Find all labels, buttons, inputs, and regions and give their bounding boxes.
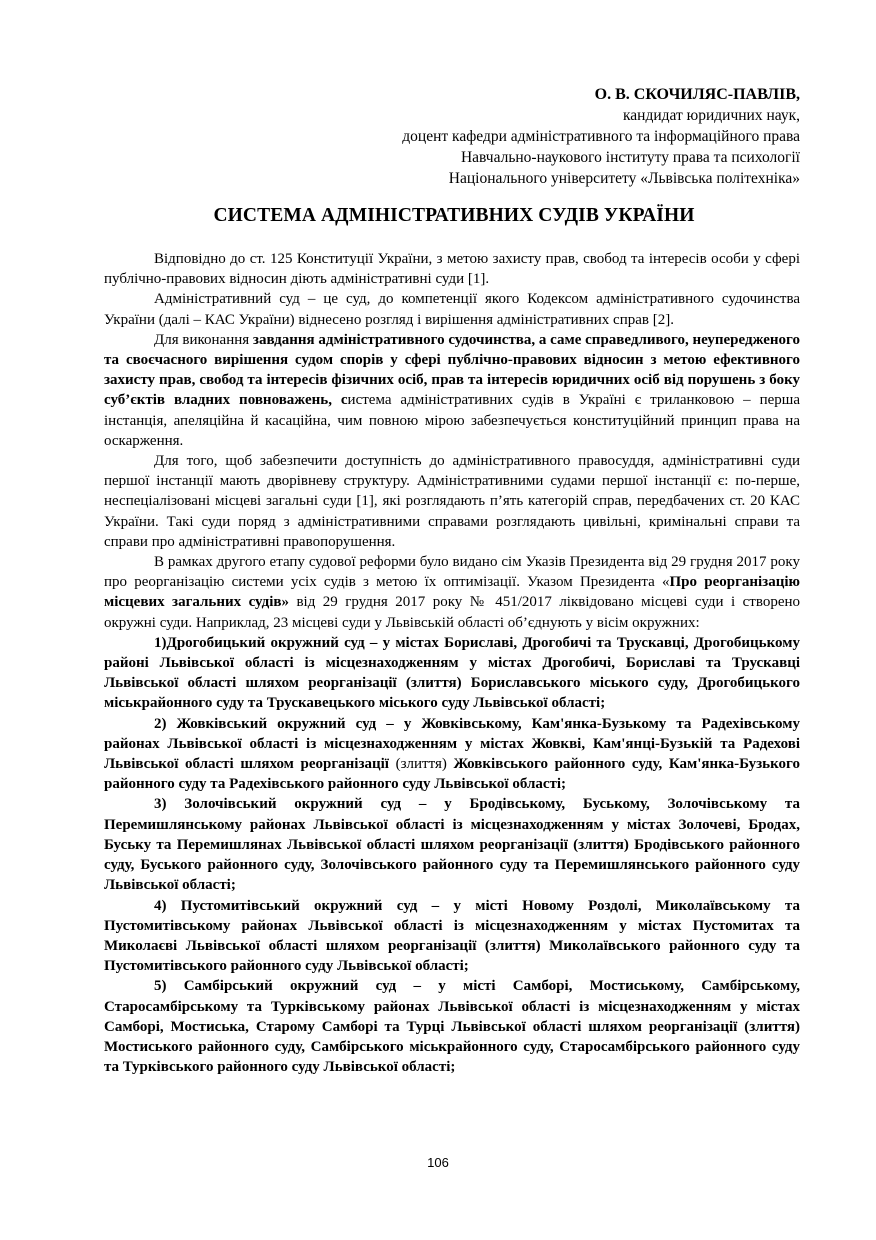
list-item — [104, 714, 800, 795]
list-item-bold-text: Жовківського районного суду, Кам'янка-Бузького районного суду та Радехівського районного суду Львівської області; — [104, 756, 800, 793]
list-item: 1)Дрогобицький окружний суд – у містах Бориславі, Дрогобичі та Трускавці, Дрогобицькому районі Львівської області із місцезнаходженням у містах Дрогобичі, Бориславі та Трускавці Львівської області шляхом реорганізації (злиття) Бориславського міського суду, Дрогобицького міськрайонного суду та Трускавецького міського суду Львівської області; — [104, 634, 800, 712]
paragraph-text: від 29 грудня 2017 року № 451/2017 ліквідовано місцеві суди і створено окружні суди. Наприклад, 23 місцеві суди у Львівській області об’єднують у вісім окружних: — [104, 594, 801, 631]
author-block — [240, 84, 800, 189]
article-body — [104, 249, 800, 1077]
author-position: доцент кафедри адміністративного та інформаційного права — [402, 128, 800, 145]
page-number: 106 — [427, 1155, 449, 1170]
paragraph-text: В рамках другого етапу судової реформи було видано сім Указів Президента від 29 грудня 2017 року про реорганізацію системи усіх судів з метою їх оптимізації. Указом Президента « — [104, 554, 800, 591]
list-item-bold-text: 2) Жовківський окружний суд – у Жовківському, Кам'янка-Бузькому та Радехівському районах Львівської області із місцезнаходженням у містах Жовкві, Кам'янці-Бузькій та Радехові Львівської області шляхом реорганізації — [104, 715, 800, 773]
list-item: 4) Пустомитівський окружний суд – у місті Новому Роздолі, Миколаївському та Пустомитівському районах Львівської області із місцезнаходженням у містах Пустомитах та Миколаєві Львівської області шляхом реорганізації (злиття) Миколаївського районного суду та Пустомитівського районного суду Львівської області; — [104, 897, 800, 975]
paragraph-bold-text: завдання адміністративного судочинства, а саме справедливого, неупередженого та своєчасного вирішення судом спорів у сфері публічно-правових відносин з метою ефективного захисту прав, свобод та інтересів фізичних осіб, прав та інтересів юридичних осіб від порушень з боку суб’єктів владних повноважень, с — [104, 331, 800, 409]
paragraph-text: истема адміністративних судів в Україні є триланковою – перша інстанція, апеляційна й касаційна, чим повною мірою забезпечується конституційний принцип права на оскарження. — [104, 392, 800, 449]
list-item-text: (злиття) — [395, 756, 447, 773]
paragraph-text: Для виконання — [154, 331, 253, 348]
list-item: 3) Золочівський окружний суд – у Бродівському, Буському, Золочівському та Перемишлянському районах Львівської області із місцезнаходженням у містах Золочеві, Бродах, Буську та Перемишлянах Львівської області шляхом реорганізації (злиття) Бродівського районного суду, Буського районного суду, Золочівського районного суду та Перемишлянського районного суду Львівської області; — [104, 796, 800, 894]
paragraph: Відповідно до ст. 125 Конституції України, з метою захисту прав, свобод та інтересів особи у сфері публічно-правових відносин діють адміністративні суди [1]. — [104, 251, 800, 288]
paragraph — [104, 330, 800, 451]
author-university: Національного університету «Львівська політехніка» — [448, 170, 800, 187]
author-degree: кандидат юридичних наук, — [622, 107, 800, 124]
paragraph-bold-text: Про реорганізацію місцевих загальних судів» — [104, 574, 800, 611]
author-institute: Навчально-наукового інституту права та психології — [460, 149, 800, 166]
paragraph: Адміністративний суд – це суд, до компетенції якого Кодексом адміністративного судочинства України (далі – КАС України) віднесено розгляд і вирішення адміністративних справ [2]. — [104, 291, 800, 328]
paragraph — [104, 552, 800, 633]
article-title: СИСТЕМА АДМІНІСТРАТИВНИХ СУДІВ УКРАЇНИ — [213, 205, 695, 226]
author-name: О. В. СКОЧИЛЯС-ПАВЛІВ, — [594, 86, 800, 103]
paragraph: Для того, щоб забезпечити доступність до адміністративного правосуддя, адміністративні суди першої інстанції мають дворівневу структуру. Адміністративними судами першої інстанції є: по-перше, неспеціалізовані місцеві загальні суди [1], які розглядають п’ять категорій справ, передбачених ст. 20 КАС України. Такі суди поряд з адміністративними справами розглядають цивільні, кримінальні справи та справи про адміністративні правопорушення. — [104, 453, 800, 550]
list-item: 5) Самбірський окружний суд – у місті Самборі, Мостиському, Самбірському, Старосамбірському та Турківському районах Львівської області із місцезнаходженням у містах Самборі, Мостиська, Старому Самборі та Турці Львівської області шляхом реорганізації (злиття) Мостиського районного суду, Самбірського міськрайонного суду, Старосамбірського районного суду та Турківського районного суду Львівської області; — [104, 978, 800, 1076]
